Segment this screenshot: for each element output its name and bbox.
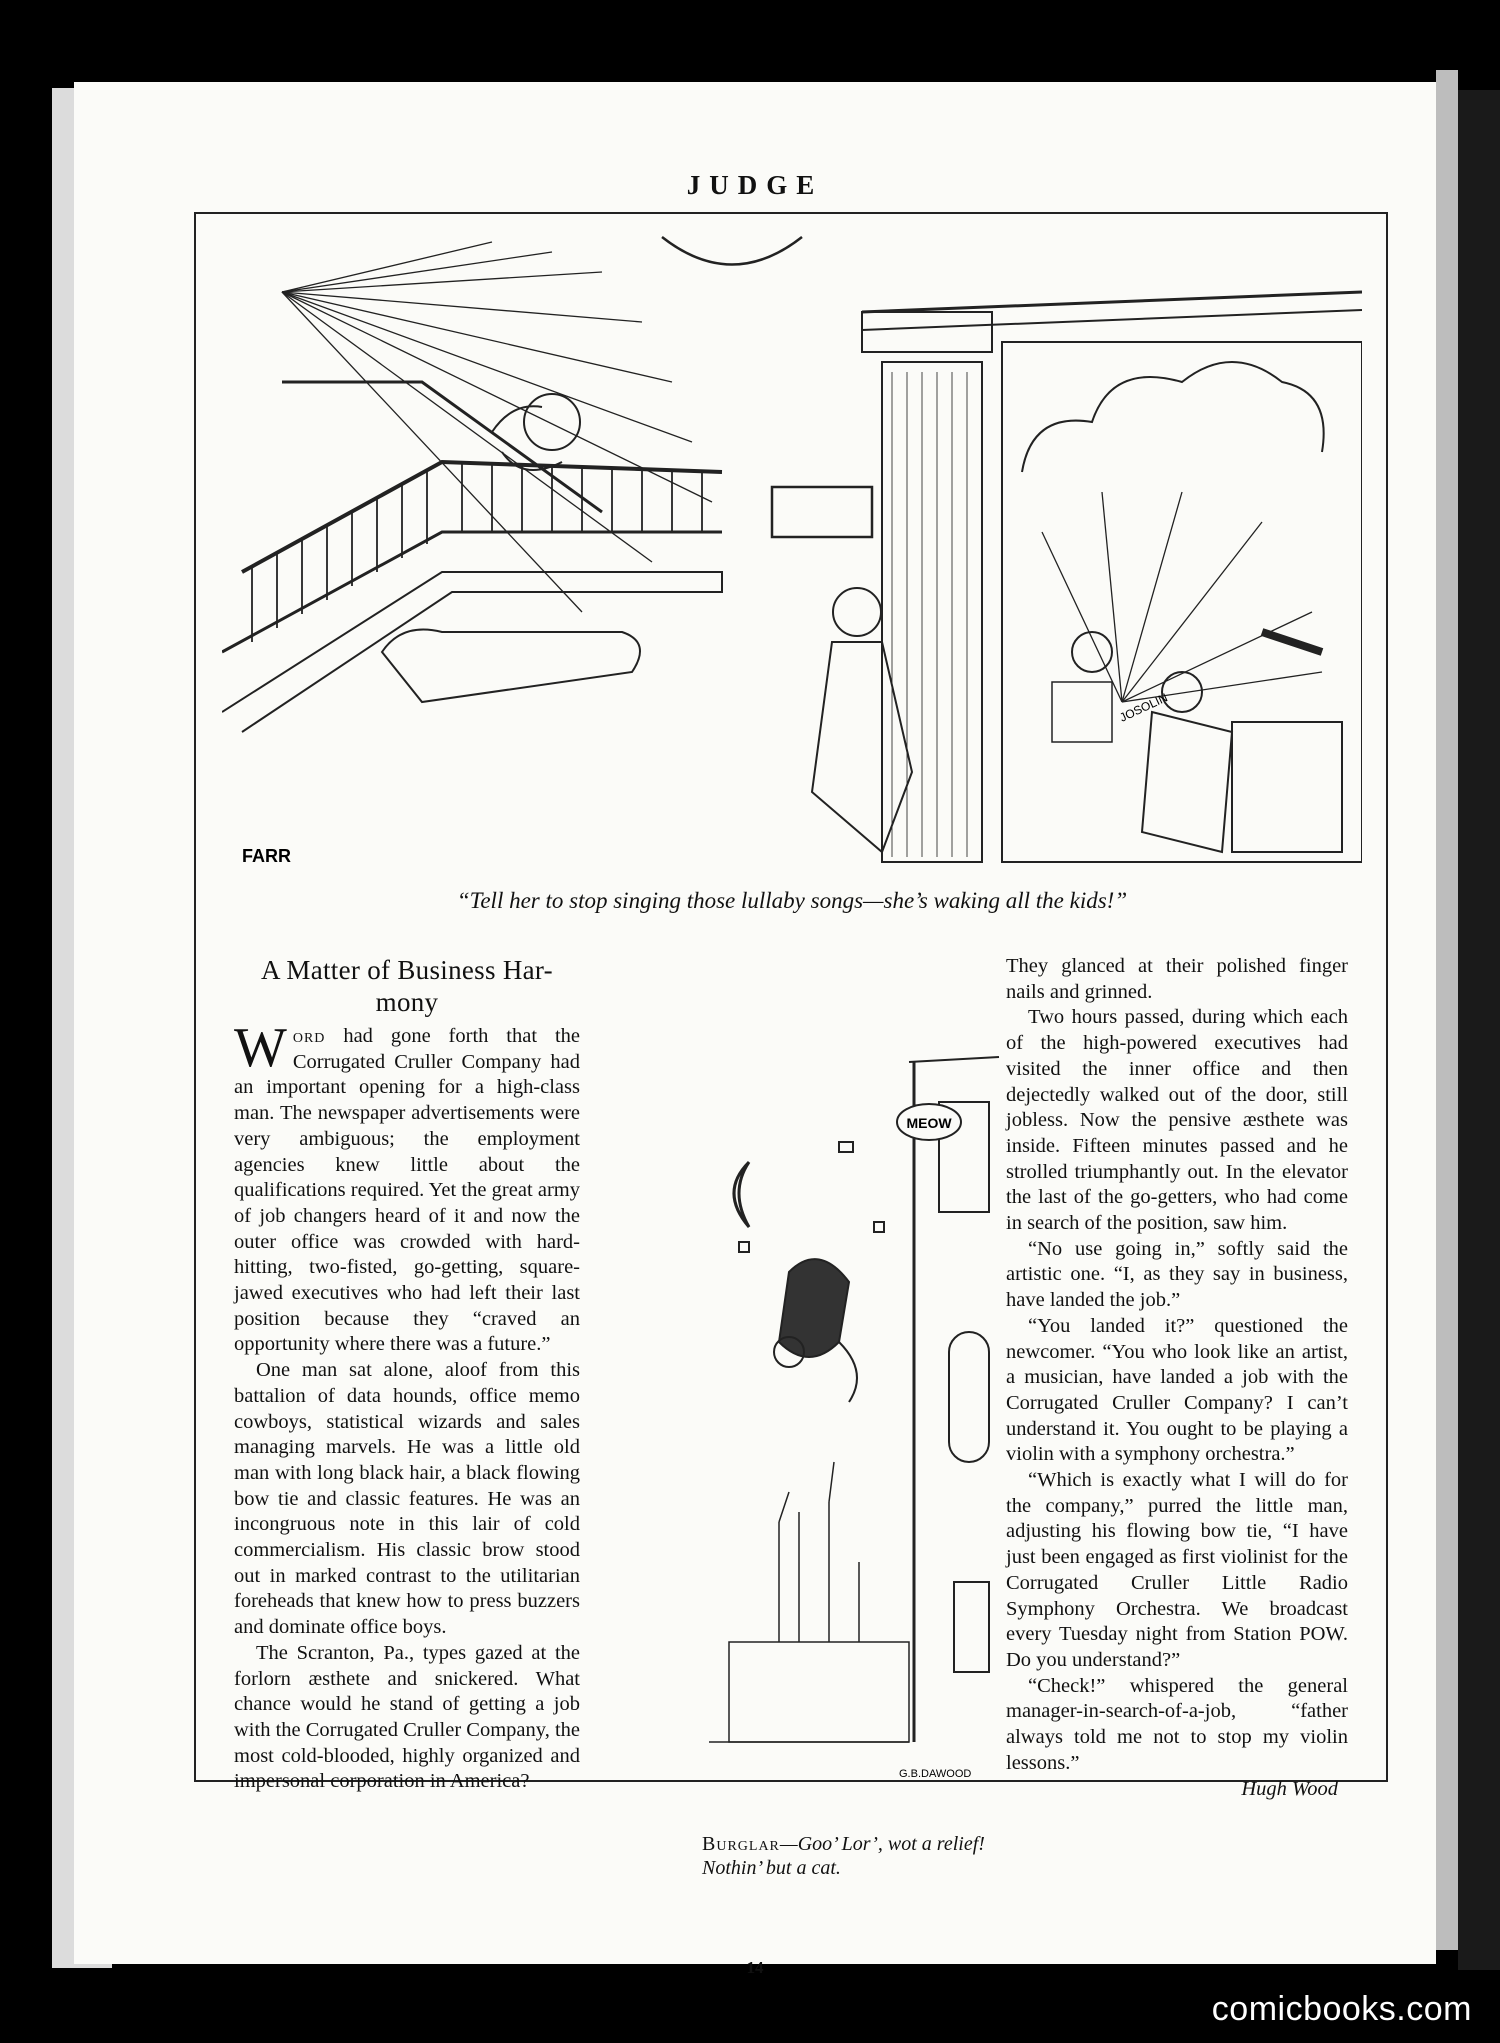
binding-edge	[1436, 70, 1458, 1950]
opening-word: ord	[292, 1025, 326, 1047]
staircase-cartoon	[222, 232, 1362, 872]
article-paragraph-4: They glanced at their polished finger nails and grinned.	[1006, 955, 1348, 1003]
caption-speech: —Goo’ Lor’, wot a relief! Nothin’ but a cat.	[702, 1833, 985, 1879]
article-title-line1: A Matter of Business Har-	[261, 955, 553, 985]
burglar-caption	[702, 1832, 1002, 1880]
article-title	[234, 954, 580, 1018]
magazine-page	[74, 82, 1436, 1977]
article-paragraph-5: Two hours passed, during which each of the high-powered executives had visited the inner office and then dejectedly walked out of the door, still jobless. Now the pensive æsthete was inside. Fifteen minutes passed and he strolled triumphantly out. In the elevator the last of the go-getters, who had come in search of the position, saw him.	[1006, 1006, 1348, 1235]
site-watermark: comicbooks.com	[1211, 1990, 1472, 2028]
article-paragraph-1	[234, 1017, 580, 1358]
paragraph-text: had gone forth that the Corrugated Cruller Company had an important opening for a high-class man. The newspaper advertisements were very ambiguous; the employment agencies knew little about the qualifications required. Yet the great army of job changers heard of it and now the outer office was crowded with hard-hitting, two-fisted, go-getting, square-jawed executives who had left their last position because they “craved an opportunity where there was a future.”	[234, 1025, 580, 1356]
facing-page-edge	[1458, 90, 1500, 1970]
artist-signature: FARR	[242, 846, 291, 866]
article-paragraph-8: “Which is exactly what I will do for the company,” purred the little man, adjusting his flowing bow tie, “I have just been engaged as first violinist for the Corrugated Cruller Little Radio Symphony Orchestra. We broadcast every Tuesday night from Station POW. Do you understand?”	[1006, 1469, 1348, 1671]
article-right-column	[1006, 954, 1348, 1802]
drop-cap: W	[234, 1017, 287, 1079]
article-paragraph-3: The Scranton, Pa., types gazed at the forlorn æsthete and snickered. What chance would he stand of getting a job with the Corrugated Cruller Company, the most cold-blooded, highly organized and impersonal corporation in America?	[234, 1641, 580, 1793]
mid-artist-signature: G.B.DAWOOD	[899, 1768, 972, 1780]
article-paragraph-2: One man sat alone, aloof from this battalion of data hounds, office memo cowboys, statistical wizards and sales managing marvels. He was a little old man with long black hair, a black flowing bow tie and classic features. He was an incongruous note in this lair of cold commercialism. His classic brow stood out in marked contrast to the utilitarian foreheads that knew how to press buzzers and dominate office boys.	[234, 1359, 580, 1639]
article-left-column	[234, 954, 580, 1795]
burglar-cartoon	[699, 1042, 1009, 1802]
article-title-line2: mony	[375, 987, 439, 1017]
meow-sign-text: MEOW	[906, 1115, 952, 1131]
masthead: JUDGE	[686, 170, 824, 200]
article-paragraph-6: “No use going in,” softly said the artistic one. “I, as they say in business, have landed the job.”	[1006, 1237, 1348, 1312]
light-rays	[282, 242, 712, 612]
caption-speaker: Burglar	[702, 1833, 780, 1855]
page-number: 14	[746, 1958, 764, 1977]
sheet-music-label: JOSOLIN	[1117, 690, 1170, 725]
author-byline: Hugh Wood	[1241, 1777, 1338, 1800]
article-paragraph-9: “Check!” whispered the general manager-in-search-of-a-job, “father always told me not to stop my violin lessons.”	[1006, 1674, 1348, 1774]
cartoon-caption: “Tell her to stop singing those lullaby songs—she’s waking all the kids!”	[456, 888, 1128, 913]
article-paragraph-7: “You landed it?” questioned the newcomer. “You who look like an artist, a musician, have landed a job with the Corrugated Cruller Company? I can’t understand it. You ought to be playing a violin with a symphony orchestra.”	[1006, 1314, 1348, 1466]
